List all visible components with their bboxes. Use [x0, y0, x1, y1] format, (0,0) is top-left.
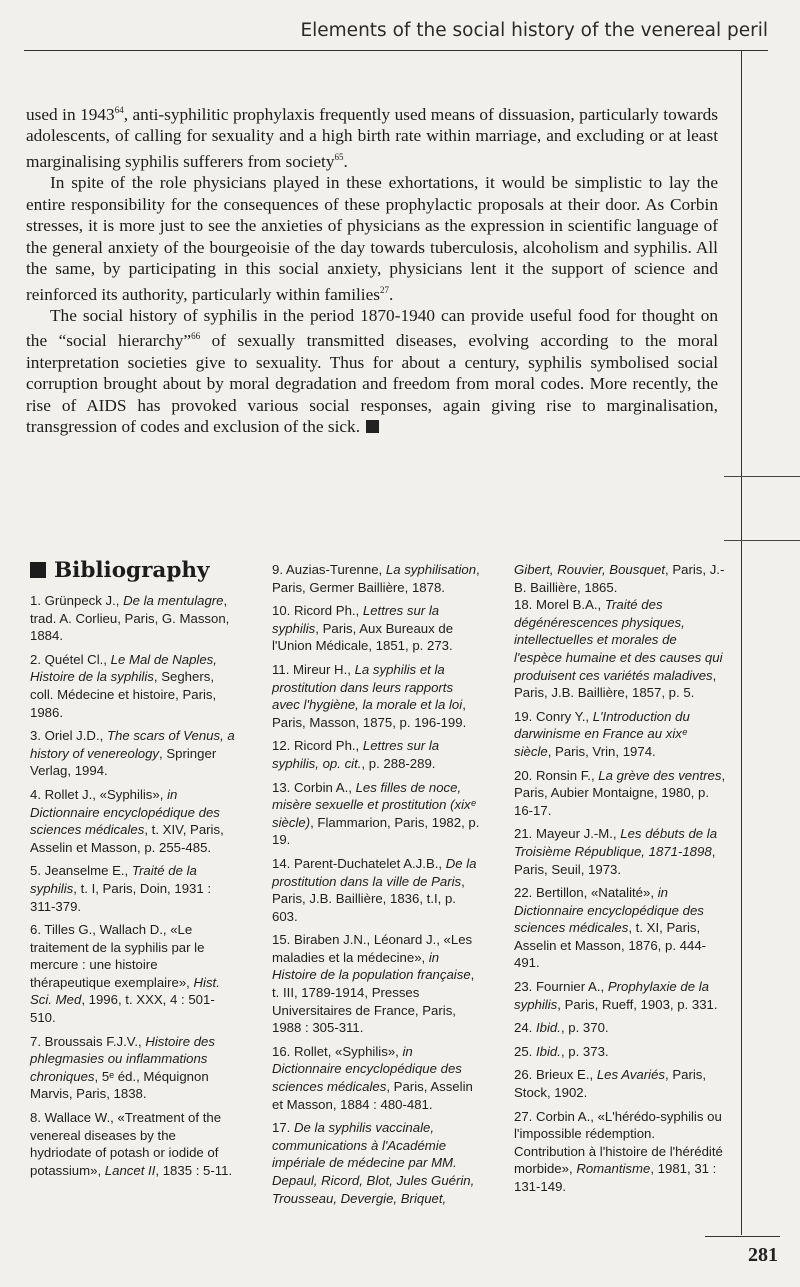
- entry-text: , Paris, Asselin et Masson, 1884 : 480-481.: [272, 1079, 473, 1112]
- bibliography-entry: [514, 767, 727, 820]
- entry-title: Traité de la syphilis: [30, 863, 197, 896]
- footnote-ref: 27: [380, 284, 389, 295]
- bibliography-entry: [514, 1043, 727, 1061]
- margin-vertical-rule: [741, 50, 742, 1235]
- bibliography-entry: [272, 855, 480, 925]
- bibliography-entry: [272, 561, 480, 596]
- entry-text: 11. Mireur H.,: [272, 661, 355, 677]
- entry-text: , p. 373.: [560, 1043, 609, 1059]
- entry-text: , Paris, Aux Bureaux de l'Union Médicale, 1851, p. 273.: [272, 620, 454, 654]
- entry-title: Traité des dégénérescences physiques, intellectuelles et morales de l'espèce humaine et des causes qui produisent ces variétés maladives: [514, 597, 723, 683]
- bibliography-entry: [272, 1043, 480, 1113]
- bibliography-entry: [30, 862, 237, 915]
- entry-title: in Histoire de la population française: [272, 949, 471, 983]
- entry-text: 19. Conry Y.,: [514, 708, 593, 724]
- entry-text: , Paris, Germer Baillière, 1878.: [272, 562, 480, 595]
- entry-text: 2. Quétel Cl.,: [30, 651, 111, 667]
- entry-text: 13. Corbin A.,: [272, 779, 356, 795]
- bibliography-entry: [272, 602, 480, 655]
- entry-title: Lettres sur la syphilis, op. cit.: [272, 738, 440, 771]
- entry-text: , Paris, Vrin, 1974.: [547, 743, 656, 759]
- footnote-ref: 66: [191, 331, 201, 342]
- entry-text: 10. Ricord Ph.,: [272, 603, 363, 619]
- entry-title: Lancet II: [104, 1162, 156, 1178]
- bibliography-entry: [514, 1066, 727, 1101]
- text-run: used in 1943: [26, 104, 115, 124]
- entry-text: , Springer Verlag, 1994.: [30, 745, 217, 779]
- entry-title: in Dictionnaire encyclopédique des sciences médicales: [514, 885, 704, 936]
- square-bullet-icon: [30, 562, 46, 578]
- entry-title: Lettres sur la syphilis: [272, 603, 440, 636]
- entry-text: , p. 370.: [560, 1020, 609, 1036]
- entry-text: , t. III, 1789-1914, Presses Universitaires de France, Paris, 1988 : 305-311.: [272, 967, 475, 1036]
- bibliography-entry: [30, 786, 237, 856]
- entry-text: 22. Bertillon, «Natalité»,: [514, 885, 658, 901]
- entry-text: 7. Broussais F.J.V.,: [30, 1033, 146, 1049]
- entry-text: 25.: [514, 1043, 536, 1059]
- bibliography-entry: [30, 727, 237, 780]
- entry-text: , t. I, Paris, Doin, 1931 : 311-379.: [30, 880, 212, 914]
- entry-title: Ibid.: [536, 1020, 561, 1036]
- paragraph-1: [26, 100, 718, 172]
- end-of-article-mark: [366, 420, 379, 433]
- entry-text: 12. Ricord Ph.,: [272, 738, 363, 754]
- bibliography-entry: [514, 708, 727, 761]
- entry-text: 14. Parent-Duchatelet A.J.B.,: [272, 855, 446, 871]
- bibliography-column-1: [30, 592, 237, 1185]
- bibliography-entry: [272, 737, 480, 772]
- entry-text: , Seghers, coll. Médecine et histoire, Paris, 1986.: [30, 669, 217, 720]
- entry-title: Le Mal de Naples, Histoire de la syphilis: [30, 651, 217, 685]
- entry-text: , Paris, Masson, 1875, p. 196-199.: [272, 697, 467, 730]
- entry-text: 26. Brieux E.,: [514, 1067, 597, 1083]
- bibliography-entry: [514, 884, 727, 972]
- bibliography-heading-text: Bibliography: [54, 558, 210, 583]
- entry-text: 6. Tilles G., Wallach D., «Le traitement de la syphilis par le mercure : une histoire thérapeutique exemplaire»,: [30, 922, 205, 990]
- bibliography-entry: [514, 1019, 727, 1037]
- bibliography-entry: [30, 651, 237, 721]
- bibliography-entry: [514, 596, 727, 702]
- margin-tick-2: [724, 540, 800, 541]
- entry-text: 1. Grünpeck J.,: [30, 593, 124, 608]
- entry-text: , t. XIV, Paris, Asselin et Masson, p. 255-485.: [30, 822, 224, 855]
- entry-text: 17.: [272, 1120, 294, 1136]
- main-body-text: [26, 100, 718, 438]
- entry-text: 18. Morel B.A.,: [514, 597, 605, 613]
- entry-title: L'Introduction du darwinisme en France au xixᵉ siècle: [514, 708, 690, 759]
- bibliography-entry: [514, 825, 727, 878]
- entry-title: De la prostitution dans la ville de Paris: [272, 855, 477, 889]
- bibliography-entry: [514, 561, 727, 596]
- header-rule: [24, 50, 768, 51]
- margin-tick-1: [724, 476, 800, 477]
- entry-title: in Dictionnaire encyclopédique des sciences médicales: [272, 1043, 462, 1095]
- entry-title: Histoire des phlegmasies ou inflammations chroniques: [30, 1033, 215, 1084]
- text-run: .: [343, 151, 348, 171]
- entry-text: 8. Wallace W., «Treatment of the venereal diseases by the hydriodate of potash or iodide of potassium»,: [30, 1110, 222, 1178]
- bibliography-heading: [30, 558, 210, 583]
- entry-text: , 1996, t. XXX, 4 : 501-510.: [30, 992, 215, 1026]
- entry-text: , 1835 : 5-11.: [155, 1162, 233, 1178]
- entry-text: , Paris, Aubier Montaigne, 1980, p. 16-17.: [514, 767, 726, 818]
- entry-text: 20. Ronsin F.,: [514, 767, 599, 783]
- paragraph-3: [26, 305, 718, 438]
- footnote-ref: 64: [114, 105, 124, 115]
- entry-title: Les filles de noce, misère sexuelle et prostitution (xixᵉ siècle): [272, 779, 476, 830]
- entry-title: De la mentulagre: [123, 593, 224, 608]
- entry-title: De la syphilis vaccinale, communications à l'Académie impériale de médecine par MM. Depaul, Ricord, Blot, Jules Guérin, Trousseau, Devergie, Briquet,: [272, 1120, 475, 1206]
- bibliography-column-2: [272, 561, 480, 1213]
- entry-title: The scars of Venus, a history of venereology: [30, 728, 235, 761]
- entry-text: , Flammarion, Paris, 1982, p. 19.: [272, 814, 480, 848]
- entry-text: 16. Rollet, «Syphilis»,: [272, 1043, 403, 1059]
- entry-text: , p. 288-289.: [361, 755, 436, 771]
- entry-text: , Paris, J.B. Baillière, 1857, p. 5.: [514, 667, 717, 701]
- entry-text: 5. Jeanselme E.,: [30, 863, 132, 879]
- entry-text: 3. Oriel J.D.,: [30, 728, 107, 744]
- entry-title: Les débuts de la Troisième République, 1871-1898: [514, 826, 718, 859]
- entry-title: Romantisme: [576, 1161, 651, 1177]
- entry-text: , Paris, Rueff, 1903, p. 331.: [557, 996, 718, 1012]
- entry-text: 4. Rollet J., «Syphilis»,: [30, 786, 168, 802]
- bibliography-entry: [272, 779, 480, 849]
- entry-title: Ibid.: [536, 1043, 561, 1059]
- text-run: , anti-syphilitic prophylaxis frequently used means of dissuasion, particularly towards adolescents, of calling for sexuality and a high birth rate within marriage, and excluding or at least marginalising syphilis sufferers from society: [26, 104, 719, 171]
- bibliography-entry: [514, 1108, 727, 1196]
- entry-title: La grève des ventres: [598, 767, 722, 783]
- entry-text: , Paris, J.B. Baillière, 1836, t.I, p. 603.: [272, 873, 465, 924]
- text-run: .: [389, 284, 394, 304]
- entry-text: 21. Mayeur J.-M.,: [514, 826, 621, 842]
- bibliography-column-3: [514, 561, 727, 1202]
- entry-text: , 5ᵉ éd., Méquignon Marvis, Paris, 1838.: [30, 1068, 209, 1102]
- page-number: 281: [748, 1244, 778, 1266]
- entry-text: 15. Biraben J.N., Léonard J., «Les maladies et la médecine»,: [272, 932, 473, 965]
- text-run: The social history of syphilis in the period 1870-1940 can provide useful food for thought on the “social hierarchy”: [26, 305, 718, 351]
- footnote-ref: 65: [334, 151, 344, 162]
- text-run: of sexually transmitted diseases, evolving according to the moral interpretation societies give to sexuality. Thus for about a century, syphilis symbolised social corruption brought about by moral degradation and freedom from moral codes. More recently, the rise of AIDS has provoked various social responses, again giving rise to marginalisation, transgression of codes and exclusion of the sick.: [26, 331, 718, 437]
- bibliography-entry: [272, 661, 480, 731]
- entry-text: , Paris, Seuil, 1973.: [514, 843, 716, 877]
- paragraph-2: [26, 172, 718, 305]
- bibliography-entry: [272, 1119, 480, 1207]
- entry-text: 27. Corbin A., «L'hérédo-syphilis ou l'impossible rédemption. Contribution à l'histoire de l'hérédité morbide»,: [514, 1108, 723, 1177]
- entry-text: 9. Auzias-Turenne,: [272, 562, 386, 577]
- footer-rule: [705, 1236, 780, 1237]
- entry-title: Les Avariés: [596, 1067, 665, 1083]
- entry-title: Hist. Sci. Med: [30, 974, 220, 1008]
- running-header-title: Elements of the social history of the venereal peril: [300, 20, 768, 41]
- entry-title: La syphilisation: [385, 562, 477, 577]
- entry-text: 24.: [514, 1020, 536, 1036]
- entry-title: in Dictionnaire encyclopédique des sciences médicales: [30, 786, 220, 838]
- entry-text: , Paris, J.-B. Baillière, 1865.: [514, 562, 725, 595]
- entry-text: , 1981, 31 : 131-149.: [514, 1161, 717, 1194]
- entry-title: Gibert, Rouvier, Bousquet: [514, 562, 666, 577]
- entry-text: , t. XI, Paris, Asselin et Masson, 1876, p. 444-491.: [514, 920, 707, 971]
- entry-title: Prophylaxie de la syphilis: [514, 979, 709, 1012]
- entry-text: , trad. A. Corlieu, Paris, G. Masson, 1884.: [30, 593, 230, 644]
- bibliography-entry: [30, 1033, 237, 1103]
- bibliography-entry: [514, 978, 727, 1013]
- entry-text: 23. Fournier A.,: [514, 979, 608, 995]
- bibliography-entry: [30, 592, 237, 645]
- text-run: In spite of the role physicians played in these exhortations, it would be simplistic to lay the entire responsibility for the consequences of these prophylactic proposals at their door. As Corbin stresses, it is more just to see the anxieties of physicians as the expression in scientific language of the general anxiety of the bourgeoisie of the day towards tuberculosis, alcoholism and syphilis. All the same, by participating in this social anxiety, physicians lent it the support of science and reinforced its authority, particularly within families: [26, 173, 718, 304]
- bibliography-entry: [30, 921, 237, 1027]
- bibliography-entry: [30, 1109, 237, 1179]
- entry-title: La syphilis et la prostitution dans leurs rapports avec l'hygiène, la morale et la loi: [272, 661, 463, 713]
- entry-text: , Paris, Stock, 1902.: [514, 1067, 707, 1101]
- bibliography-entry: [272, 931, 480, 1037]
